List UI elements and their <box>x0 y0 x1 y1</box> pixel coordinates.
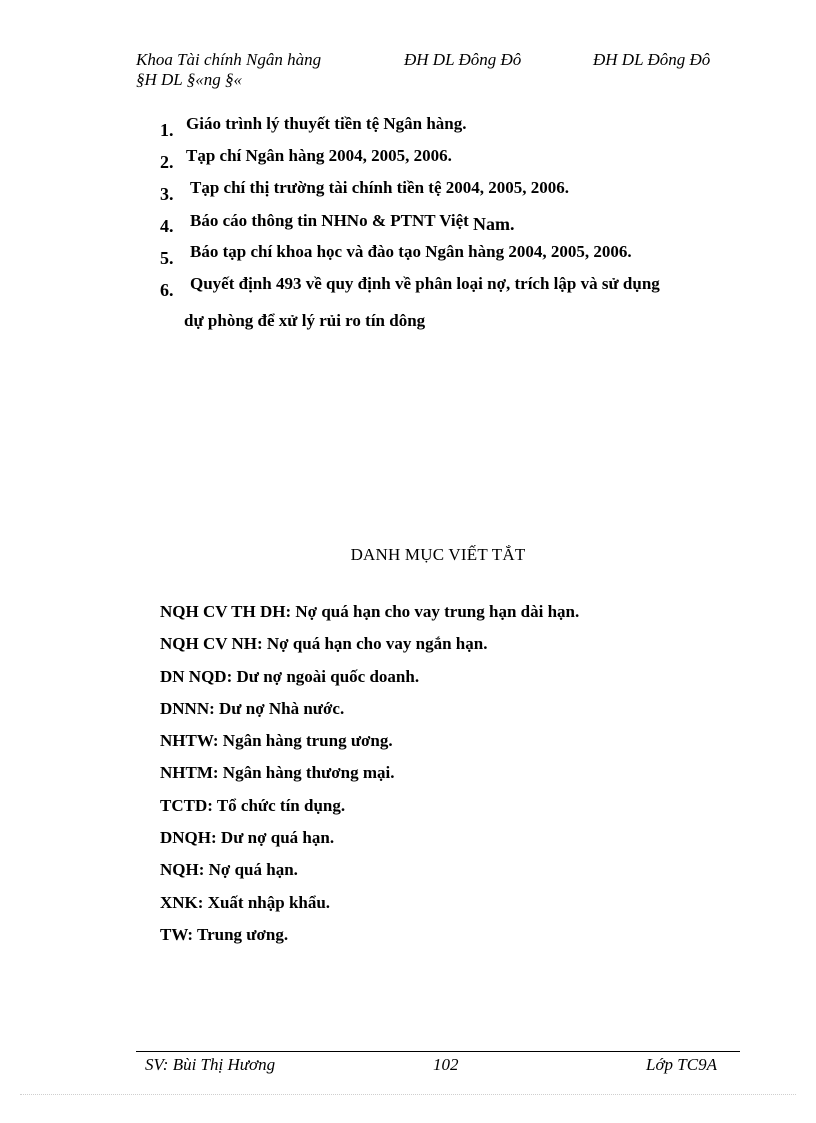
abbreviations-title: DANH MỤC VIẾT TẮT <box>350 545 526 564</box>
abbreviation-item: DNQH: Dư nợ quá hạn. <box>160 828 335 848</box>
reference-text: Báo cáo thông tin NHNo & PTNT Việt <box>190 211 474 230</box>
abbreviation-item: NHTW: Ngân hàng trung ương. <box>160 731 393 751</box>
reference-item <box>160 178 760 210</box>
reference-text-wrap <box>190 210 515 234</box>
reference-text: Tạp chí thị trường tài chính tiền tệ 2004, 2005, 2006. <box>190 178 569 197</box>
footer-page-number: 102 <box>433 1055 459 1074</box>
reference-number: 5. <box>160 248 174 268</box>
abbreviation-item: NQH CV TH DH: Nợ quá hạn cho vay trung hạn dài hạn. <box>160 602 580 621</box>
page-header <box>136 50 736 90</box>
reference-number: 2. <box>160 152 174 172</box>
reference-item <box>160 146 760 178</box>
header-university-2: ĐH DL Đông Đô <box>593 50 711 69</box>
reference-list <box>160 114 760 306</box>
reference-text: Giáo trình lý thuyết tiền tệ Ngân hàng. <box>186 114 467 133</box>
abbreviation-item: NQH: Nợ quá hạn. <box>160 860 298 880</box>
reference-item <box>160 210 760 242</box>
page-footer <box>145 1055 735 1077</box>
reference-number: 3. <box>160 184 174 204</box>
abbreviation-item: TW: Trung ương. <box>160 924 289 944</box>
reference-item <box>160 274 760 306</box>
abbreviation-item: TCTD: Tổ chức tín dụng. <box>160 795 346 815</box>
abbreviation-item: NHTM: Ngân hàng thương mại. <box>160 763 395 783</box>
reference-item <box>160 114 760 146</box>
reference-number: 4. <box>160 216 174 236</box>
footer-class: Lớp TC9A <box>646 1055 717 1074</box>
footer-student: SV: Bùi Thị Hương <box>145 1055 276 1074</box>
footer-divider <box>136 1051 740 1052</box>
header-university-1: ĐH DL Đông Đô <box>404 50 522 69</box>
reference-text-suffix: Nam. <box>473 214 515 234</box>
reference-text: Báo tạp chí khoa học và đào tạo Ngân hàng 2004, 2005, 2006. <box>190 242 632 261</box>
reference-text: Tạp chí Ngân hàng 2004, 2005, 2006. <box>186 146 452 165</box>
page-bottom-edge <box>20 1094 796 1095</box>
reference-continuation: dự phòng để xử lý rủi ro tín dông <box>184 311 426 330</box>
reference-number: 6. <box>160 280 174 300</box>
abbreviation-list <box>160 602 579 957</box>
abbreviation-item: NQH CV NH: Nợ quá hạn cho vay ngắn hạn. <box>160 634 488 654</box>
header-faculty: Khoa Tài chính Ngân hàng <box>136 50 322 69</box>
reference-item <box>160 242 760 274</box>
abbreviation-item: XNK: Xuất nhập khẩu. <box>160 892 331 912</box>
reference-number: 1. <box>160 120 174 140</box>
abbreviation-item: DN NQD: Dư nợ ngoài quốc doanh. <box>160 666 420 686</box>
abbreviation-item: DNNN: Dư nợ Nhà nước. <box>160 698 345 718</box>
header-garbled-line: §H DL §«ng §« <box>136 70 242 89</box>
reference-text: Quyết định 493 về quy định về phân loại nợ, trích lập và sử dụng <box>190 274 660 293</box>
